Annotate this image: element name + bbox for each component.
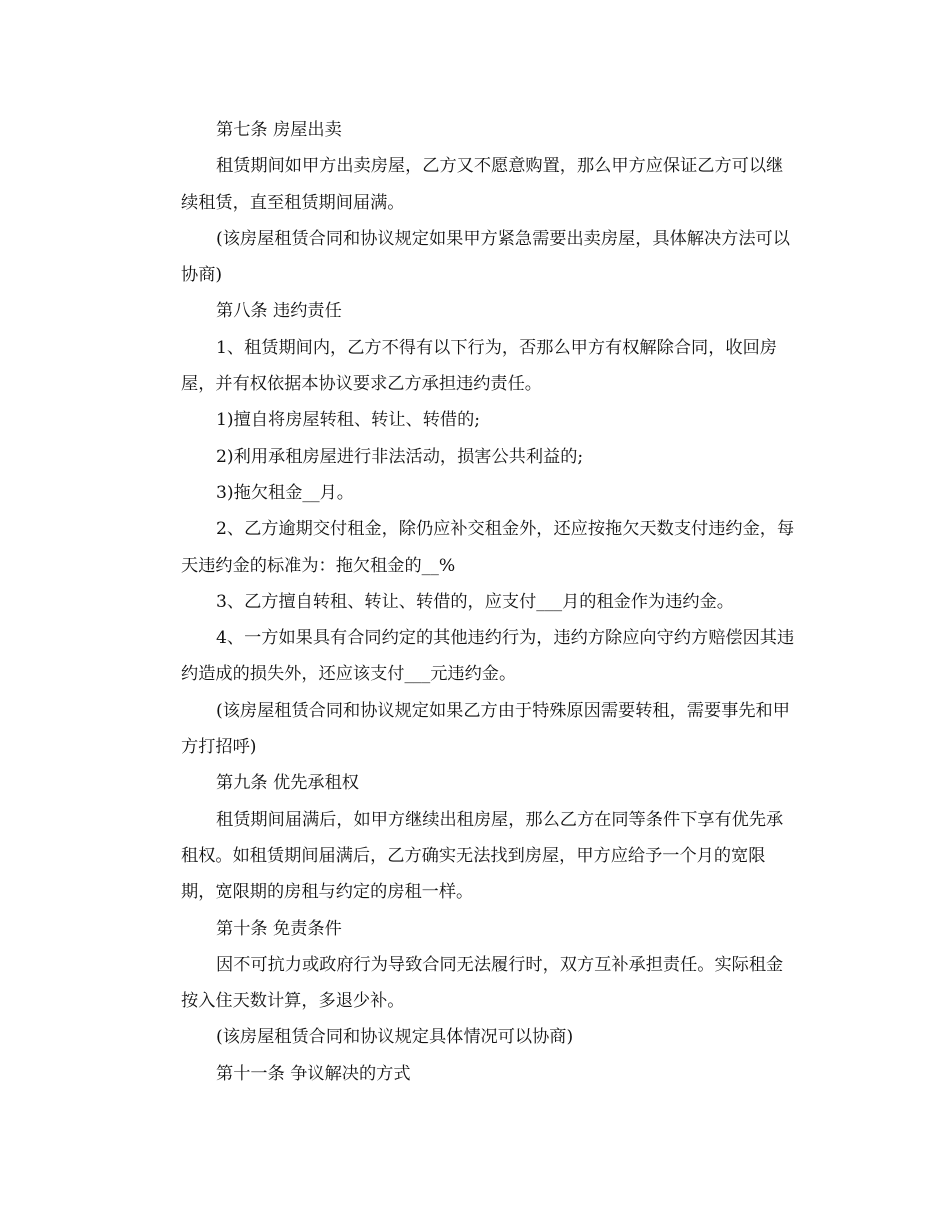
text-line: 1)擅自将房屋转租、转让、转借的;: [216, 410, 481, 431]
text-line: 3)拖欠租金__月。: [216, 482, 354, 503]
article-7-paragraph: [146, 148, 806, 221]
text-line: (该房屋租赁合同和协议规定如果甲方紧急需要出卖房屋，具体解决方法可以: [216, 228, 790, 249]
text-line: 2、乙方逾期交付租金，除仍应补交租金外，还应按拖欠天数支付违约金，每: [216, 519, 795, 540]
article-8-clause-1: [146, 330, 806, 403]
article-7-note: [146, 221, 806, 294]
article-10-heading: [146, 911, 806, 947]
text-line: 3、乙方擅自转租、转让、转借的，应支付___月的租金作为违约金。: [216, 591, 734, 612]
text-line: 第十条 免责条件: [216, 918, 342, 939]
text-line: 按入住天数计算，多退少补。: [181, 991, 405, 1012]
document-body: [146, 112, 806, 1092]
text-line: 方打招呼): [181, 737, 257, 758]
text-line: 约造成的损失外，还应该支付___元违约金。: [181, 664, 517, 685]
text-line: 租赁期间如甲方出卖房屋，乙方又不愿意购置，那么甲方应保证乙方可以继: [216, 156, 784, 177]
article-9-heading: [146, 765, 806, 801]
text-line: 2)利用承租房屋进行非法活动，损害公共利益的;: [216, 446, 584, 467]
article-8-heading: [146, 293, 806, 329]
text-line: (该房屋租赁合同和协议规定如果乙方由于特殊原因需要转租，需要事先和甲: [216, 700, 790, 721]
text-line: 屋，并有权依据本协议要求乙方承担违约责任。: [181, 374, 542, 395]
text-line: 续租赁，直至租赁期间届满。: [181, 192, 405, 213]
article-8-note: [146, 693, 806, 766]
text-line: 协商): [181, 265, 223, 286]
text-line: 1、租赁期间内，乙方不得有以下行为，否那么甲方有权解除合同，收回房: [216, 337, 777, 358]
article-10-paragraph: [146, 947, 806, 1020]
text-line: (该房屋租赁合同和协议规定具体情况可以协商): [216, 1027, 574, 1048]
text-line: 租权。如租赁期间届满后，乙方确实无法找到房屋，甲方应给予一个月的宽限: [181, 845, 766, 866]
article-10-note: [146, 1019, 806, 1055]
article-8-item-2: [146, 439, 806, 475]
text-line: 第九条 优先承租权: [216, 773, 359, 794]
article-11-heading: [146, 1056, 806, 1092]
text-line: 租赁期间届满后，如甲方继续出租房屋，那么乙方在同等条件下享有优先承: [216, 809, 784, 830]
article-9-paragraph: [146, 802, 806, 911]
article-8-clause-3: [146, 584, 806, 620]
article-8-item-3: [146, 475, 806, 511]
article-8-clause-2: [146, 511, 806, 584]
text-line: 4、一方如果具有合同约定的其他违约行为，违约方除应向守约方赔偿因其违: [216, 628, 795, 649]
article-8-clause-4: [146, 620, 806, 693]
text-line: 第七条 房屋出卖: [216, 120, 342, 140]
text-line: 第八条 违约责任: [216, 301, 342, 322]
text-line: 期，宽限期的房租与约定的房租一样。: [181, 882, 474, 903]
article-7-heading: [146, 112, 806, 148]
article-8-item-1: [146, 402, 806, 438]
text-line: 第十一条 争议解决的方式: [216, 1063, 411, 1084]
text-line: 天违约金的标准为：拖欠租金的__%: [181, 555, 456, 576]
text-line: 因不可抗力或政府行为导致合同无法履行时，双方互补承担责任。实际租金: [216, 954, 784, 975]
